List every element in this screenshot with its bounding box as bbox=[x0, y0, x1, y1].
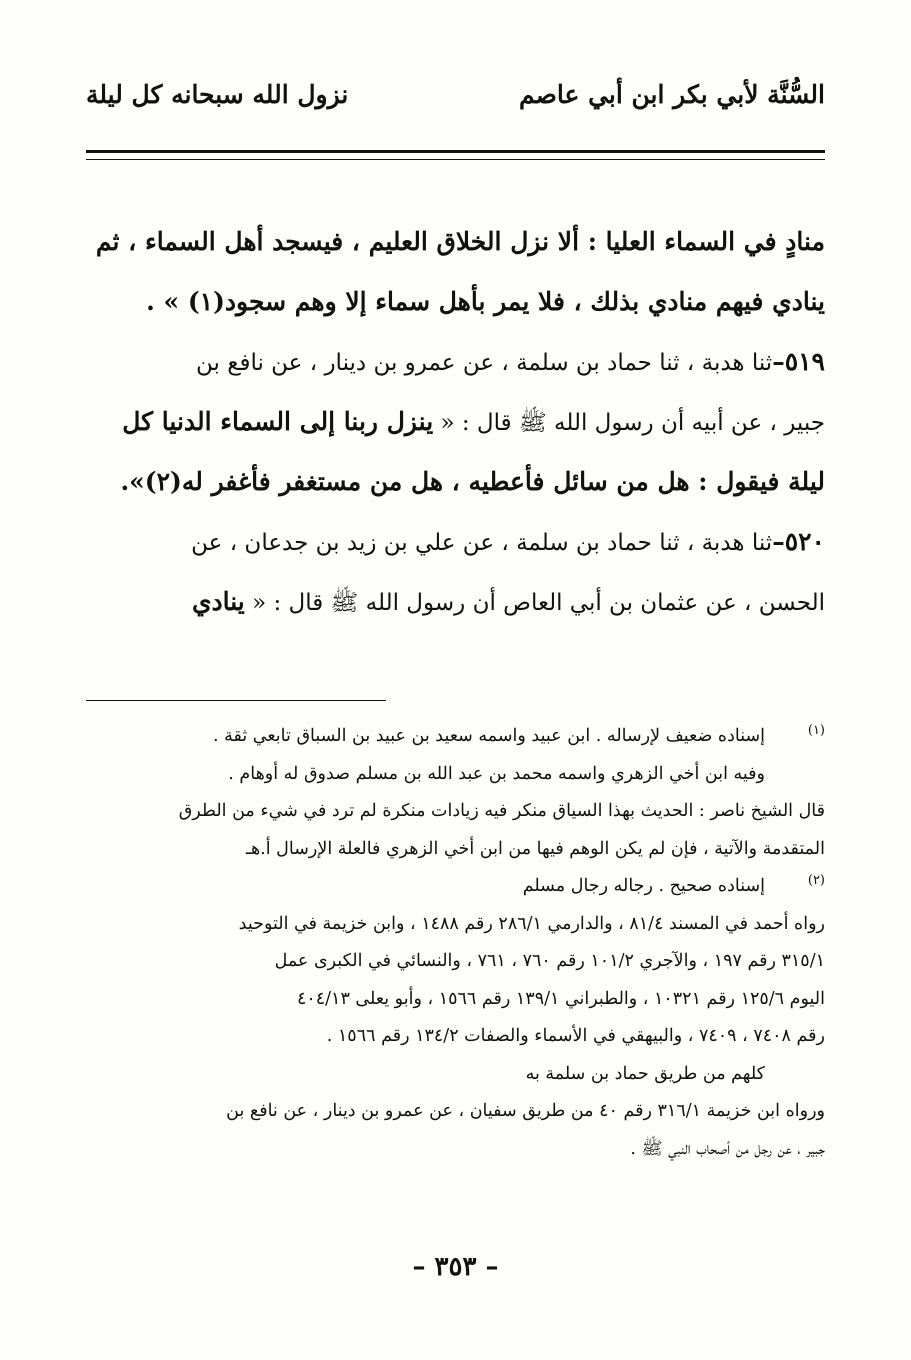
footnote-line: اليوم ١٢٥/٦ رقم ١٠٣٢١ ، والطبراني ١٣٩/١ رقم ١٥٦٦ ، وأبو يعلى ٤٠٤/١٣ bbox=[296, 988, 825, 1009]
footnote-line: رواه أحمد في المسند ٨١/٤ ، والدارمي ٢٨٦/١ رقم ١٤٨٨ ، وابن خزيمة في التوحيد bbox=[238, 913, 825, 934]
footnote-line: إسناده صحيح . رجاله رجال مسلم bbox=[522, 876, 765, 896]
hadith-519-line: جبير ، عن أبيه أن رسول الله ﷺ قال : « ينزل ربنا إلى السماء الدنيا كل bbox=[122, 407, 825, 436]
header-rule-thick bbox=[86, 150, 825, 153]
hadith-number: ٥١٩– bbox=[772, 347, 825, 376]
footnotes bbox=[86, 718, 825, 1168]
footnote-mark: (١) bbox=[807, 723, 825, 738]
running-header bbox=[86, 72, 825, 116]
footnote-line: ورواه ابن خزيمة ٣١٦/١ رقم ٤٠ من طريق سفيان ، عن عمرو بن دينار ، عن نافع بن bbox=[226, 1101, 825, 1121]
page-number: – ٣٥٣ – bbox=[412, 1252, 499, 1282]
footnote-line: ٣١٥/١ رقم ١٩٧ ، والآجري ١٠١/٢ رقم ٧٦٠ ، ٧٦١ ، والنسائي في الكبرى عمل bbox=[274, 951, 825, 971]
footnote-line: وفيه ابن أخي الزهري واسمه محمد بن عبد الله بن مسلم صدوق له أوهام . bbox=[228, 763, 765, 784]
hadith-520-line: الحسن ، عن عثمان بن أبي العاص أن رسول الله ﷺ قال : « ينادي bbox=[191, 587, 825, 616]
footnote-1 bbox=[86, 718, 825, 868]
footnote-line: المتقدمة والآتية ، فإن لم يكن الوهم فيها من ابن أخي الزهري فالعلة الإرسال أ.هـ bbox=[245, 838, 825, 859]
header-rule-thin bbox=[86, 159, 825, 160]
footnote-line: إسناده ضعيف لإرساله . ابن عبيد واسمه سعيد بن عبيد بن السباق تابعي ثقة . bbox=[212, 726, 765, 746]
main-text bbox=[84, 212, 825, 632]
footnote-2 bbox=[86, 868, 825, 1168]
footnote-line: قال الشيخ ناصر : الحديث بهذا السياق منكر فيه زيادات منكرة لم ترد في شيء من الطرق bbox=[178, 801, 825, 821]
hadith-519-line: ٥١٩–ثنا هدبة ، ثنا حماد بن سلمة ، عن عمرو بن دينار ، عن نافع بن bbox=[196, 347, 825, 376]
text-line: منادٍ في السماء العليا : ألا نزل الخلاق العليم ، فيسجد أهل السماء ، ثم bbox=[95, 227, 825, 256]
footnote-separator bbox=[86, 700, 386, 701]
book-title: السُّنَّة لأبي بكر ابن أبي عاصم bbox=[518, 79, 825, 109]
hadith-number: ٥٢٠– bbox=[772, 527, 825, 556]
footnote-line: رقم ٧٤٠٨ ، ٧٤٠٩ ، والبيهقي في الأسماء والصفات ١٣٤/٢ رقم ١٥٦٦ . bbox=[326, 1026, 825, 1046]
hadith-519-line: ليلة فيقول : هل من سائل فأعطيه ، هل من مستغفر فأغفر له(٢)». bbox=[120, 467, 825, 496]
footnote-mark: (٢) bbox=[807, 873, 825, 888]
footnote-line: جبير ، عن رجل من أصحاب النبي ﷺ . bbox=[630, 1138, 825, 1159]
chapter-title: نزول الله سبحانه كل ليلة bbox=[86, 79, 349, 109]
footnote-line: كلهم من طريق حماد بن سلمة به bbox=[525, 1063, 765, 1084]
text-line: ينادي فيهم منادي بذلك ، فلا يمر بأهل سماء إلا وهم سجود(١) » . bbox=[146, 287, 825, 316]
hadith-520-line: ٥٢٠–ثنا هدبة ، ثنا حماد بن سلمة ، عن علي بن زيد بن جدعان ، عن bbox=[191, 527, 825, 556]
